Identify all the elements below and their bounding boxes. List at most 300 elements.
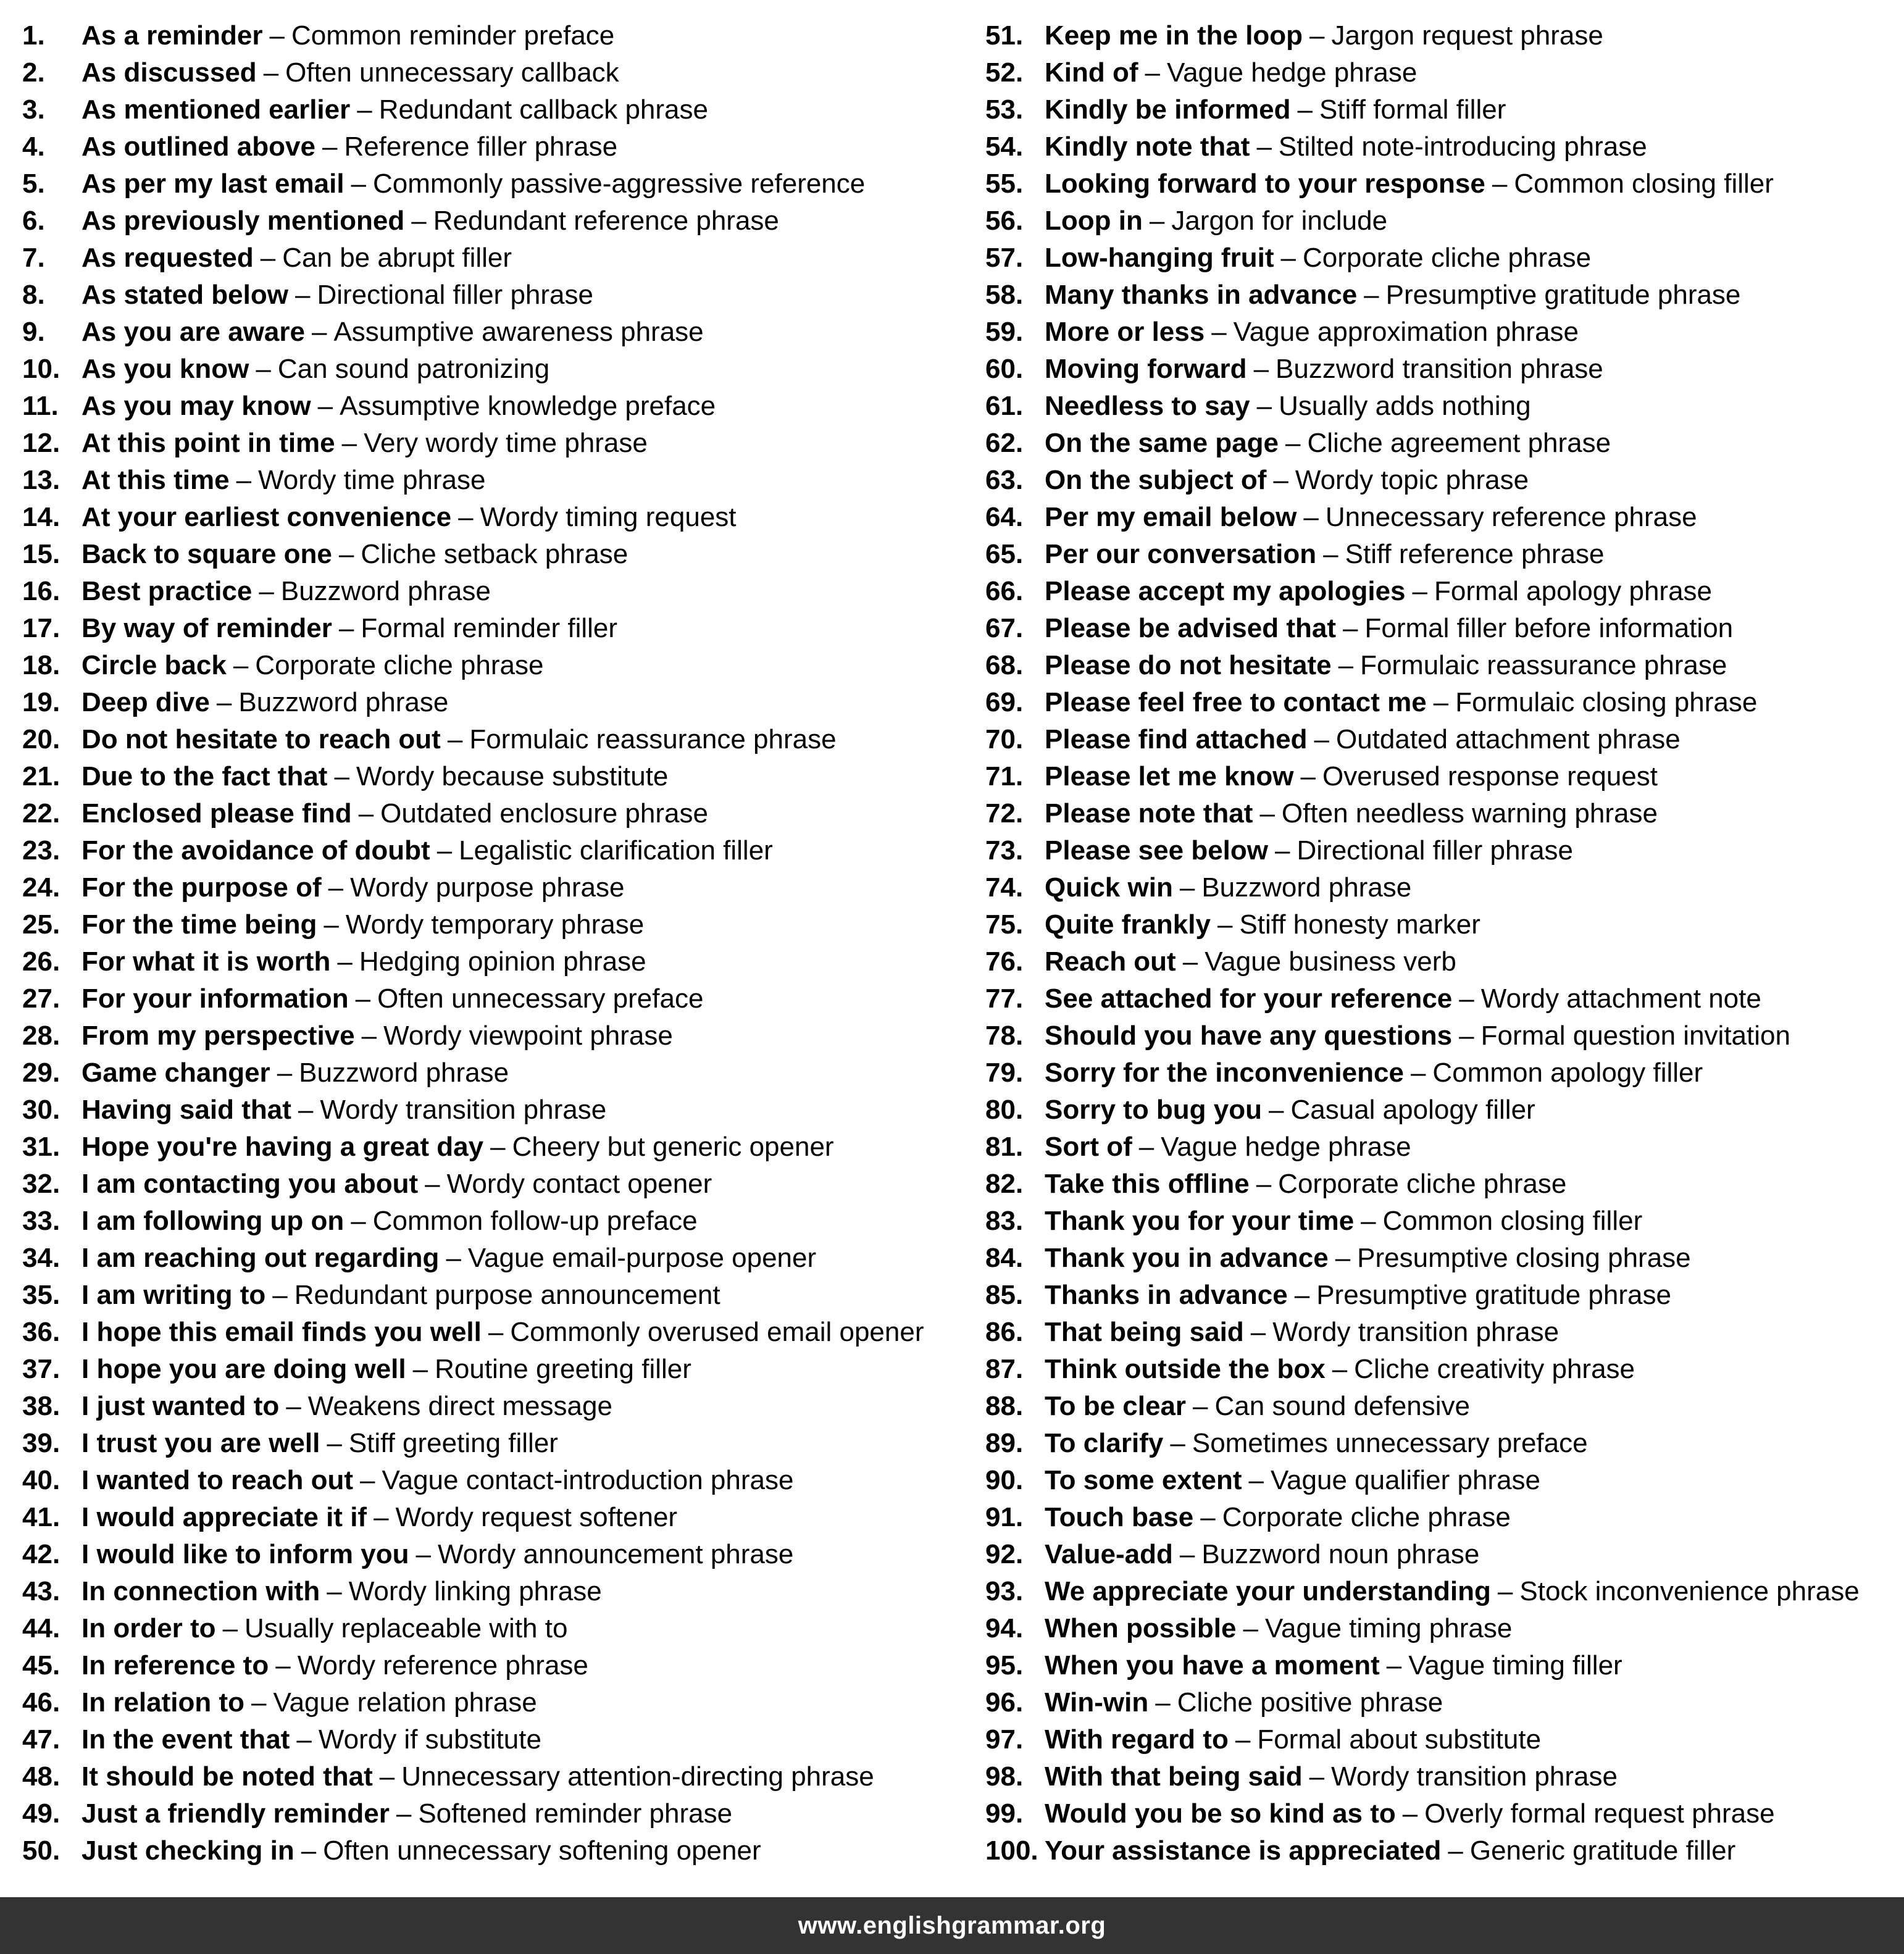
list-item [985, 647, 1899, 684]
item-phrase: Reach out [1045, 946, 1176, 977]
item-number: 28. [22, 1021, 61, 1051]
list-item [985, 536, 1899, 573]
item-description: Wordy transition phrase [320, 1095, 607, 1125]
item-number: 5. [22, 169, 45, 199]
item-phrase: I trust you are well [81, 1428, 320, 1458]
item-number: 89. [985, 1428, 1024, 1458]
item-number: 45. [22, 1650, 61, 1681]
item-number: 79. [985, 1058, 1024, 1088]
item-description: Vague hedge phrase [1161, 1132, 1411, 1162]
item-description: Unnecessary reference phrase [1325, 502, 1697, 532]
list-item [22, 1054, 973, 1092]
item-separator: – [357, 94, 372, 125]
list-item [22, 1499, 973, 1536]
item-number: 33. [22, 1206, 61, 1236]
item-phrase: In order to [81, 1613, 216, 1643]
item-phrase: Win-win [1045, 1687, 1149, 1718]
phrase-list-left [22, 17, 973, 1869]
item-separator: – [222, 1613, 238, 1643]
item-description: Can sound defensive [1214, 1391, 1470, 1421]
item-description: Common closing filler [1382, 1206, 1643, 1236]
list-item [22, 1647, 973, 1684]
list-item [985, 1647, 1899, 1684]
item-phrase: Kindly note that [1045, 132, 1250, 162]
item-separator: – [1269, 1095, 1284, 1125]
list-item [985, 202, 1899, 240]
item-description: Buzzword transition phrase [1276, 354, 1603, 384]
item-description: Directional filler phrase [1296, 835, 1574, 866]
item-number: 73. [985, 835, 1024, 866]
item-number: 63. [985, 465, 1024, 495]
item-phrase: Take this offline [1045, 1169, 1250, 1199]
item-description: Very wordy time phrase [364, 428, 648, 458]
list-item [22, 610, 973, 647]
item-description: Vague hedge phrase [1167, 57, 1418, 88]
item-description: Routine greeting filler [435, 1354, 691, 1384]
list-item [22, 1795, 973, 1832]
item-number: 43. [22, 1576, 61, 1606]
list-item [22, 425, 973, 462]
item-separator: – [1145, 57, 1160, 88]
item-separator: – [341, 428, 357, 458]
item-separator: – [1497, 1576, 1513, 1606]
item-description: Commonly passive-aggressive reference [373, 169, 866, 199]
footer-website-text[interactable]: www.englishgrammar.org [798, 1911, 1106, 1939]
item-separator: – [1243, 1613, 1258, 1643]
item-separator: – [1402, 1798, 1418, 1829]
list-item [985, 1017, 1899, 1054]
item-phrase: Quite frankly [1045, 909, 1211, 940]
item-phrase: By way of reminder [81, 613, 332, 643]
item-phrase: To be clear [1045, 1391, 1187, 1421]
item-number: 36. [22, 1317, 61, 1347]
item-separator: – [488, 1317, 504, 1347]
item-separator: – [294, 280, 311, 310]
item-number: 37. [22, 1354, 61, 1384]
item-description: Redundant reference phrase [433, 206, 779, 236]
item-phrase: I just wanted to [81, 1391, 280, 1421]
item-description: Can be abrupt filler [282, 243, 512, 273]
item-description: Formal reminder filler [361, 613, 618, 643]
list-item [985, 314, 1899, 351]
item-number: 24. [22, 872, 61, 903]
item-separator: – [1193, 1391, 1208, 1421]
list-item [22, 165, 973, 202]
item-separator: – [1335, 1243, 1351, 1273]
list-item [22, 202, 973, 240]
list-item [22, 1166, 973, 1203]
item-number: 39. [22, 1428, 61, 1458]
item-description: Cliche creativity phrase [1354, 1354, 1635, 1384]
item-number: 6. [22, 206, 45, 236]
item-separator: – [1285, 428, 1301, 458]
item-description: Cliche agreement phrase [1307, 428, 1611, 458]
item-separator: – [1410, 1058, 1426, 1088]
item-separator: – [272, 1280, 288, 1310]
item-description: Vague contact-introduction phrase [382, 1465, 794, 1495]
list-item [985, 54, 1899, 91]
item-phrase: Kind of [1045, 57, 1138, 88]
item-number: 80. [985, 1095, 1024, 1125]
item-phrase: Please do not hesitate [1045, 650, 1332, 680]
item-separator: – [412, 1354, 428, 1384]
item-description: Assumptive knowledge preface [340, 391, 716, 421]
item-description: Stiff reference phrase [1345, 539, 1605, 569]
item-phrase: Sort of [1045, 1132, 1132, 1162]
item-phrase: As outlined above [81, 132, 315, 162]
item-number: 61. [985, 391, 1024, 421]
item-separator: – [338, 539, 354, 569]
item-phrase: I hope you are doing well [81, 1354, 406, 1384]
item-separator: – [1280, 243, 1296, 273]
item-phrase: It should be noted that [81, 1761, 373, 1792]
item-phrase: From my perspective [81, 1021, 355, 1051]
item-phrase: With regard to [1045, 1724, 1229, 1755]
item-number: 17. [22, 613, 61, 643]
list-item [985, 1462, 1899, 1499]
item-number: 100. [985, 1835, 1038, 1866]
item-number: 56. [985, 206, 1024, 236]
item-description: Wordy viewpoint phrase [383, 1021, 673, 1051]
item-phrase: Thank you for your time [1045, 1206, 1355, 1236]
item-description: Presumptive gratitude phrase [1316, 1280, 1671, 1310]
list-item [22, 54, 973, 91]
item-description: Cliche setback phrase [361, 539, 628, 569]
item-number: 25. [22, 909, 61, 940]
list-item [22, 869, 973, 906]
item-number: 71. [985, 761, 1024, 791]
item-description: Stiff formal filler [1319, 94, 1506, 125]
item-separator: – [1235, 1724, 1251, 1755]
item-description: Cheery but generic opener [512, 1132, 834, 1162]
item-number: 51. [985, 20, 1024, 51]
item-description: Formulaic reassurance phrase [1360, 650, 1727, 680]
list-item [985, 1573, 1899, 1610]
item-separator: – [317, 391, 333, 421]
list-item [22, 1425, 973, 1462]
item-number: 22. [22, 798, 61, 829]
list-item [22, 277, 973, 314]
item-separator: – [1309, 20, 1325, 51]
item-separator: – [1309, 1761, 1325, 1792]
item-separator: – [1273, 465, 1288, 495]
item-separator: – [1361, 1206, 1376, 1236]
list-item [985, 351, 1899, 388]
list-item [985, 1721, 1899, 1758]
item-separator: – [490, 1132, 506, 1162]
item-separator: – [275, 1650, 291, 1681]
list-item [985, 1129, 1899, 1166]
item-separator: – [355, 983, 371, 1014]
item-description: Stilted note-introducing phrase [1278, 132, 1647, 162]
item-number: 90. [985, 1465, 1024, 1495]
item-phrase: Many thanks in advance [1045, 280, 1358, 310]
item-separator: – [327, 1428, 342, 1458]
item-phrase: To clarify [1045, 1428, 1164, 1458]
list-item [22, 1610, 973, 1647]
item-number: 86. [985, 1317, 1024, 1347]
item-separator: – [1250, 1317, 1266, 1347]
item-phrase: Please let me know [1045, 761, 1294, 791]
item-separator: – [1303, 502, 1319, 532]
item-separator: – [1300, 761, 1316, 791]
item-number: 42. [22, 1539, 61, 1569]
item-number: 85. [985, 1280, 1024, 1310]
item-number: 30. [22, 1095, 61, 1125]
item-separator: – [1338, 650, 1354, 680]
item-phrase: As discussed [81, 57, 257, 88]
item-separator: – [351, 169, 367, 199]
item-separator: – [1492, 169, 1508, 199]
list-item [985, 1684, 1899, 1721]
item-description: Buzzword phrase [1201, 872, 1412, 903]
item-separator: – [327, 1576, 342, 1606]
list-item [22, 536, 973, 573]
list-item [985, 165, 1899, 202]
list-item [22, 1129, 973, 1166]
item-phrase: On the subject of [1045, 465, 1267, 495]
item-description: Outdated enclosure phrase [380, 798, 708, 829]
list-item [22, 684, 973, 721]
list-item [985, 1277, 1899, 1314]
item-phrase: As previously mentioned [81, 206, 405, 236]
item-separator: – [1459, 1021, 1474, 1051]
item-number: 65. [985, 539, 1024, 569]
item-phrase: As you may know [81, 391, 311, 421]
item-number: 38. [22, 1391, 61, 1421]
list-item [985, 1054, 1899, 1092]
item-number: 54. [985, 132, 1024, 162]
item-description: Can sound patronizing [277, 354, 550, 384]
item-number: 99. [985, 1798, 1024, 1829]
item-phrase: We appreciate your understanding [1045, 1576, 1491, 1606]
item-phrase: Deep dive [81, 687, 210, 717]
item-description: Common apology filler [1432, 1058, 1703, 1088]
item-description: Wordy request softener [395, 1502, 678, 1532]
item-description: Vague email-purpose opener [467, 1243, 817, 1273]
list-item [985, 1166, 1899, 1203]
list-item [22, 1351, 973, 1388]
item-separator: – [374, 1502, 389, 1532]
item-number: 97. [985, 1724, 1024, 1755]
item-number: 4. [22, 132, 45, 162]
item-number: 50. [22, 1835, 61, 1866]
item-number: 69. [985, 687, 1024, 717]
item-description: Assumptive awareness phrase [333, 317, 704, 347]
item-separator: – [324, 909, 339, 940]
list-item [22, 1017, 973, 1054]
item-phrase: As you are aware [81, 317, 305, 347]
item-phrase: For the time being [81, 909, 317, 940]
item-description: Wordy purpose phrase [350, 872, 625, 903]
list-item [985, 795, 1899, 832]
item-phrase: I hope this email finds you well [81, 1317, 482, 1347]
item-phrase: Just a friendly reminder [81, 1798, 390, 1829]
item-phrase: Do not hesitate to reach out [81, 724, 441, 754]
list-item [985, 499, 1899, 536]
item-number: 7. [22, 243, 45, 273]
list-item [22, 17, 973, 54]
list-item [22, 462, 973, 499]
list-item [22, 721, 973, 758]
list-item [22, 1684, 973, 1721]
item-phrase: Quick win [1045, 872, 1173, 903]
item-separator: – [447, 724, 463, 754]
item-separator: – [415, 1539, 431, 1569]
item-separator: – [436, 835, 453, 866]
item-description: Common closing filler [1514, 169, 1774, 199]
item-number: 18. [22, 650, 61, 680]
list-item [985, 1536, 1899, 1573]
list-item [22, 499, 973, 536]
list-item [985, 906, 1899, 943]
list-item [22, 1758, 973, 1795]
item-description: Formal filler before information [1364, 613, 1734, 643]
item-description: Jargon request phrase [1331, 20, 1603, 51]
item-separator: – [338, 613, 354, 643]
item-description: Wordy contact opener [446, 1169, 712, 1199]
item-description: Presumptive closing phrase [1357, 1243, 1691, 1273]
list-item [22, 1573, 973, 1610]
item-number: 20. [22, 724, 61, 754]
item-separator: – [396, 1798, 412, 1829]
item-phrase: More or less [1045, 317, 1205, 347]
item-phrase: Thanks in advance [1045, 1280, 1288, 1310]
item-description: Wordy transition phrase [1331, 1761, 1618, 1792]
item-number: 62. [985, 428, 1024, 458]
item-description: Overly formal request phrase [1424, 1798, 1775, 1829]
item-phrase: Looking forward to your response [1045, 169, 1485, 199]
list-item [22, 906, 973, 943]
item-separator: – [322, 132, 338, 162]
item-number: 40. [22, 1465, 61, 1495]
item-separator: – [1314, 724, 1329, 754]
item-phrase: Your assistance is appreciated [1045, 1835, 1442, 1866]
item-number: 94. [985, 1613, 1024, 1643]
item-description: Hedging opinion phrase [359, 946, 646, 977]
item-separator: – [260, 243, 276, 273]
list-item [985, 1499, 1899, 1536]
item-phrase: Game changer [81, 1058, 270, 1088]
item-phrase: Hope you're having a great day [81, 1132, 484, 1162]
item-phrase: Sorry for the inconvenience [1045, 1058, 1404, 1088]
item-number: 58. [985, 280, 1024, 310]
item-phrase: When possible [1045, 1613, 1237, 1643]
item-phrase: See attached for your reference [1045, 983, 1453, 1014]
item-number: 98. [985, 1761, 1024, 1792]
item-phrase: Due to the fact that [81, 761, 328, 791]
item-description: Vague relation phrase [273, 1687, 537, 1718]
item-number: 52. [985, 57, 1024, 88]
item-phrase: Low-hanging fruit [1045, 243, 1274, 273]
item-description: Wordy reference phrase [297, 1650, 588, 1681]
item-number: 82. [985, 1169, 1024, 1199]
item-separator: – [256, 354, 271, 384]
item-number: 14. [22, 502, 61, 532]
list-item [22, 1092, 973, 1129]
item-phrase: Loop in [1045, 206, 1143, 236]
item-number: 26. [22, 946, 61, 977]
item-description: Corporate cliche phrase [1222, 1502, 1511, 1532]
item-separator: – [1155, 1687, 1171, 1718]
item-phrase: As mentioned earlier [81, 94, 351, 125]
item-separator: – [269, 20, 285, 51]
item-phrase: That being said [1045, 1317, 1244, 1347]
item-number: 32. [22, 1169, 61, 1199]
item-separator: – [360, 1465, 375, 1495]
item-description: Buzzword noun phrase [1201, 1539, 1480, 1569]
item-number: 67. [985, 613, 1024, 643]
item-number: 60. [985, 354, 1024, 384]
item-separator: – [1275, 835, 1290, 866]
item-phrase: In the event that [81, 1724, 290, 1755]
item-phrase: In relation to [81, 1687, 244, 1718]
item-number: 77. [985, 983, 1024, 1014]
item-phrase: Kindly be informed [1045, 94, 1291, 125]
item-phrase: I would appreciate it if [81, 1502, 367, 1532]
list-item [985, 1240, 1899, 1277]
item-description: Corporate cliche phrase [255, 650, 544, 680]
item-separator: – [286, 1391, 301, 1421]
item-phrase: I am contacting you about [81, 1169, 419, 1199]
item-phrase: Keep me in the loop [1045, 20, 1303, 51]
list-item [22, 1388, 973, 1425]
item-number: 55. [985, 169, 1024, 199]
item-number: 2. [22, 57, 45, 88]
item-phrase: Moving forward [1045, 354, 1247, 384]
item-phrase: Please accept my apologies [1045, 576, 1406, 606]
list-item [985, 128, 1899, 165]
item-phrase: Per our conversation [1045, 539, 1317, 569]
item-number: 75. [985, 909, 1024, 940]
item-number: 34. [22, 1243, 61, 1273]
item-phrase: At this point in time [81, 428, 335, 458]
item-number: 47. [22, 1724, 61, 1755]
item-description: Generic gratitude filler [1469, 1835, 1736, 1866]
item-number: 1. [22, 20, 45, 51]
item-separator: – [334, 761, 349, 791]
list-item [985, 1092, 1899, 1129]
item-phrase: Back to square one [81, 539, 332, 569]
item-phrase: Please note that [1045, 798, 1253, 829]
item-phrase: Per my email below [1045, 502, 1297, 532]
list-item [22, 1721, 973, 1758]
list-item [22, 128, 973, 165]
item-description: Redundant purpose announcement [294, 1280, 720, 1310]
item-description: Wordy because substitute [356, 761, 669, 791]
item-number: 49. [22, 1798, 61, 1829]
item-separator: – [337, 946, 353, 977]
list-item [22, 1462, 973, 1499]
list-item [22, 647, 973, 684]
item-phrase: On the same page [1045, 428, 1279, 458]
item-phrase: Please be advised that [1045, 613, 1336, 643]
list-item [22, 314, 973, 351]
item-phrase: Just checking in [81, 1835, 294, 1866]
item-number: 29. [22, 1058, 61, 1088]
item-description: Vague business verb [1205, 946, 1456, 977]
item-description: Cliche positive phrase [1177, 1687, 1443, 1718]
item-separator: – [425, 1169, 440, 1199]
item-phrase: Needless to say [1045, 391, 1250, 421]
item-separator: – [301, 1835, 317, 1866]
list-item [985, 1610, 1899, 1647]
item-description: Vague qualifier phrase [1270, 1465, 1541, 1495]
item-phrase: For the avoidance of doubt [81, 835, 430, 866]
item-phrase: I am following up on [81, 1206, 344, 1236]
item-phrase: As a reminder [81, 20, 263, 51]
list-item [22, 1240, 973, 1277]
